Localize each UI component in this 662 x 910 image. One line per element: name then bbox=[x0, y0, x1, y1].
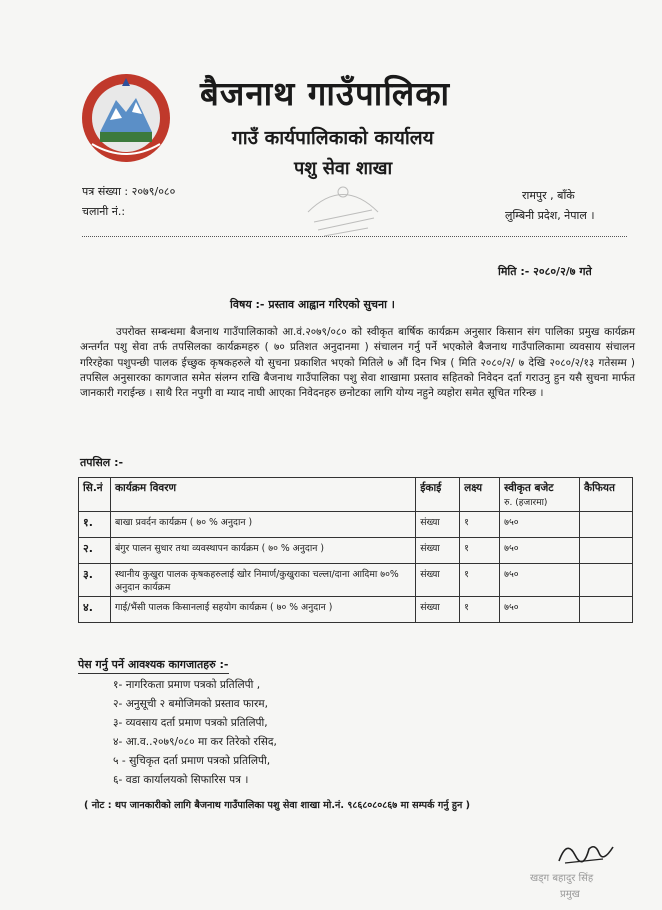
address-line-1: रामपुर , बाँके bbox=[522, 189, 575, 202]
col-header-program: कार्यक्रम विवरण bbox=[110, 478, 415, 512]
row-remarks bbox=[580, 597, 633, 623]
row-sn: ४. bbox=[79, 597, 111, 623]
signature-icon bbox=[555, 837, 615, 869]
details-label: तपसिल :- bbox=[80, 456, 124, 469]
table-row bbox=[79, 597, 633, 623]
signatory-name: खड्ग बहादुर सिंह bbox=[530, 873, 594, 884]
row-program: बाखा प्रवर्दन कार्यक्रम ( ७० % अनुदान ) bbox=[110, 512, 415, 538]
documents-title: पेस गर्नु पर्ने आवश्यक कागजातहरु :- bbox=[78, 657, 229, 674]
row-sn: ३. bbox=[79, 564, 111, 597]
row-budget: ७५० bbox=[500, 564, 580, 597]
row-unit: संख्या bbox=[416, 538, 460, 564]
list-item: १- नागरिकता प्रमाण पत्रको प्रतिलिपी , bbox=[113, 679, 261, 691]
row-target: १ bbox=[460, 538, 500, 564]
row-sn: २. bbox=[79, 538, 111, 564]
list-item: ६- वडा कार्यालयको सिफारिस पत्र । bbox=[113, 774, 249, 786]
row-target: १ bbox=[460, 564, 500, 597]
row-remarks bbox=[580, 512, 633, 538]
row-budget: ७५० bbox=[500, 538, 580, 564]
row-remarks bbox=[580, 538, 633, 564]
row-unit: संख्या bbox=[416, 597, 460, 623]
address-line-2: लुम्बिनी प्रदेश, नेपाल । bbox=[505, 209, 595, 222]
row-remarks bbox=[580, 564, 633, 597]
col-header-sn: सि.नं bbox=[79, 478, 111, 512]
list-item: २- अनुसूची २ बमोजिमको प्रस्ताव फारम, bbox=[113, 698, 268, 710]
table-row bbox=[79, 538, 633, 564]
row-budget: ७५० bbox=[500, 597, 580, 623]
notice-date: मिति :- २०८०/२/७ गते bbox=[498, 265, 592, 278]
section-name: पशु सेवा शाखा bbox=[294, 158, 393, 179]
notice-subject: विषय :- प्रस्ताव आह्वान गरिएको सुचना । bbox=[230, 298, 395, 311]
contact-note: ( नोट : थप जानकारीको लागि बैजनाथ गाउँपालिका पशु सेवा शाखा मो.नं. ९८६८०८०८६७ मा सम्पर्क गर्नु हुन ) bbox=[84, 800, 471, 811]
dispatch-number: चलानी नं.: bbox=[82, 205, 126, 218]
office-stamp-icon bbox=[298, 182, 388, 240]
row-sn: १. bbox=[79, 512, 111, 538]
list-item: ३- व्यवसाय दर्ता प्रमाण पत्रको प्रतिलिपी, bbox=[113, 717, 268, 729]
signatory-title: प्रमुख bbox=[560, 889, 580, 900]
col-header-budget bbox=[500, 478, 580, 512]
notice-body: उपरोक्त सम्बन्धमा बैजनाथ गाउँपालिकाको आ.वं.२०७९/०८० को स्वीकृत बार्षिक कार्यक्रम अनुसार किसान संग पालिका प्रमुख कार्यक्रम अन्तर्गत पशु सेवा तर्फ तपसिलका कार्यक्रमहरु ( ७० प्रतिशत अनुदानमा ) संचालन गर्नु पर्ने भएकोले बैजनाथ गाउँपालिकामा व्यवसाय संचालन गरिरहेका पशुपन्छी पालक ईच्छुक कृषकहरुले यो सुचना प्रकाशित भएको मितिले ७ औं दिन भित्र ( मिति २०८०/२/ ७ देखि २०८०/२/१३ गतेसम्म ) तपसिल अनुसारका कागजात समेत संलग्न राखि बैजनाथ गाउँपालिका पशु सेवा शाखामा प्रस्ताव सहितको निवेदन दर्ता गराउनु हुन यसै सुचना मार्फत जानकारी गराईन्छ । साथै रित नपुगी वा म्याद नाघी आएका निवेदनहरु छनोटका लागि योग्य नहुने व्यहोरा समेत सूचित गरिन्छ । bbox=[80, 326, 635, 400]
col-header-unit: ईकाई bbox=[416, 478, 460, 512]
list-item: ४- आ.व..२०७९/०८० मा कर तिरेको रसिद, bbox=[113, 736, 277, 748]
documents-list bbox=[113, 676, 277, 790]
row-budget: ७५० bbox=[500, 512, 580, 538]
program-table bbox=[78, 477, 633, 623]
row-program: गाई/भैंसी पालक किसानलाई सहयोग कार्यक्रम ( ७० % अनुदान ) bbox=[110, 597, 415, 623]
col-header-target: लक्ष्य bbox=[460, 478, 500, 512]
header-divider bbox=[82, 236, 627, 237]
row-unit: संख्या bbox=[416, 512, 460, 538]
row-program: बंगुर पालन सुधार तथा व्यवस्थापन कार्यक्रम ( ७० % अनुदान ) bbox=[110, 538, 415, 564]
government-emblem-icon bbox=[80, 72, 172, 164]
table-row bbox=[79, 564, 633, 597]
table-header-row bbox=[79, 478, 633, 512]
budget-header-unit: रु. (हजारमा) bbox=[504, 498, 548, 508]
row-program: स्थानीय कुखुरा पालक कृषकहरुलाई खोर निमार्ण/कुखुराका चल्ला/दाना आदिमा ७०% अनुदान कार्यक्रम bbox=[110, 564, 415, 597]
row-target: १ bbox=[460, 597, 500, 623]
office-subtitle: गाउँ कार्यपालिकाको कार्यालय bbox=[232, 127, 434, 149]
letter-number: पत्र संख्या : २०७९/०८० bbox=[82, 185, 176, 198]
list-item: ५ - सुचिकृत दर्ता प्रमाण पत्रको प्रतिलिपी, bbox=[113, 755, 271, 767]
budget-header-label: स्वीकृत बजेट bbox=[504, 482, 554, 494]
row-unit: संख्या bbox=[416, 564, 460, 597]
table-row bbox=[79, 512, 633, 538]
row-target: १ bbox=[460, 512, 500, 538]
office-name: बैजनाथ गाउँपालिका bbox=[200, 74, 451, 113]
col-header-remarks: कैफियत bbox=[580, 478, 633, 512]
